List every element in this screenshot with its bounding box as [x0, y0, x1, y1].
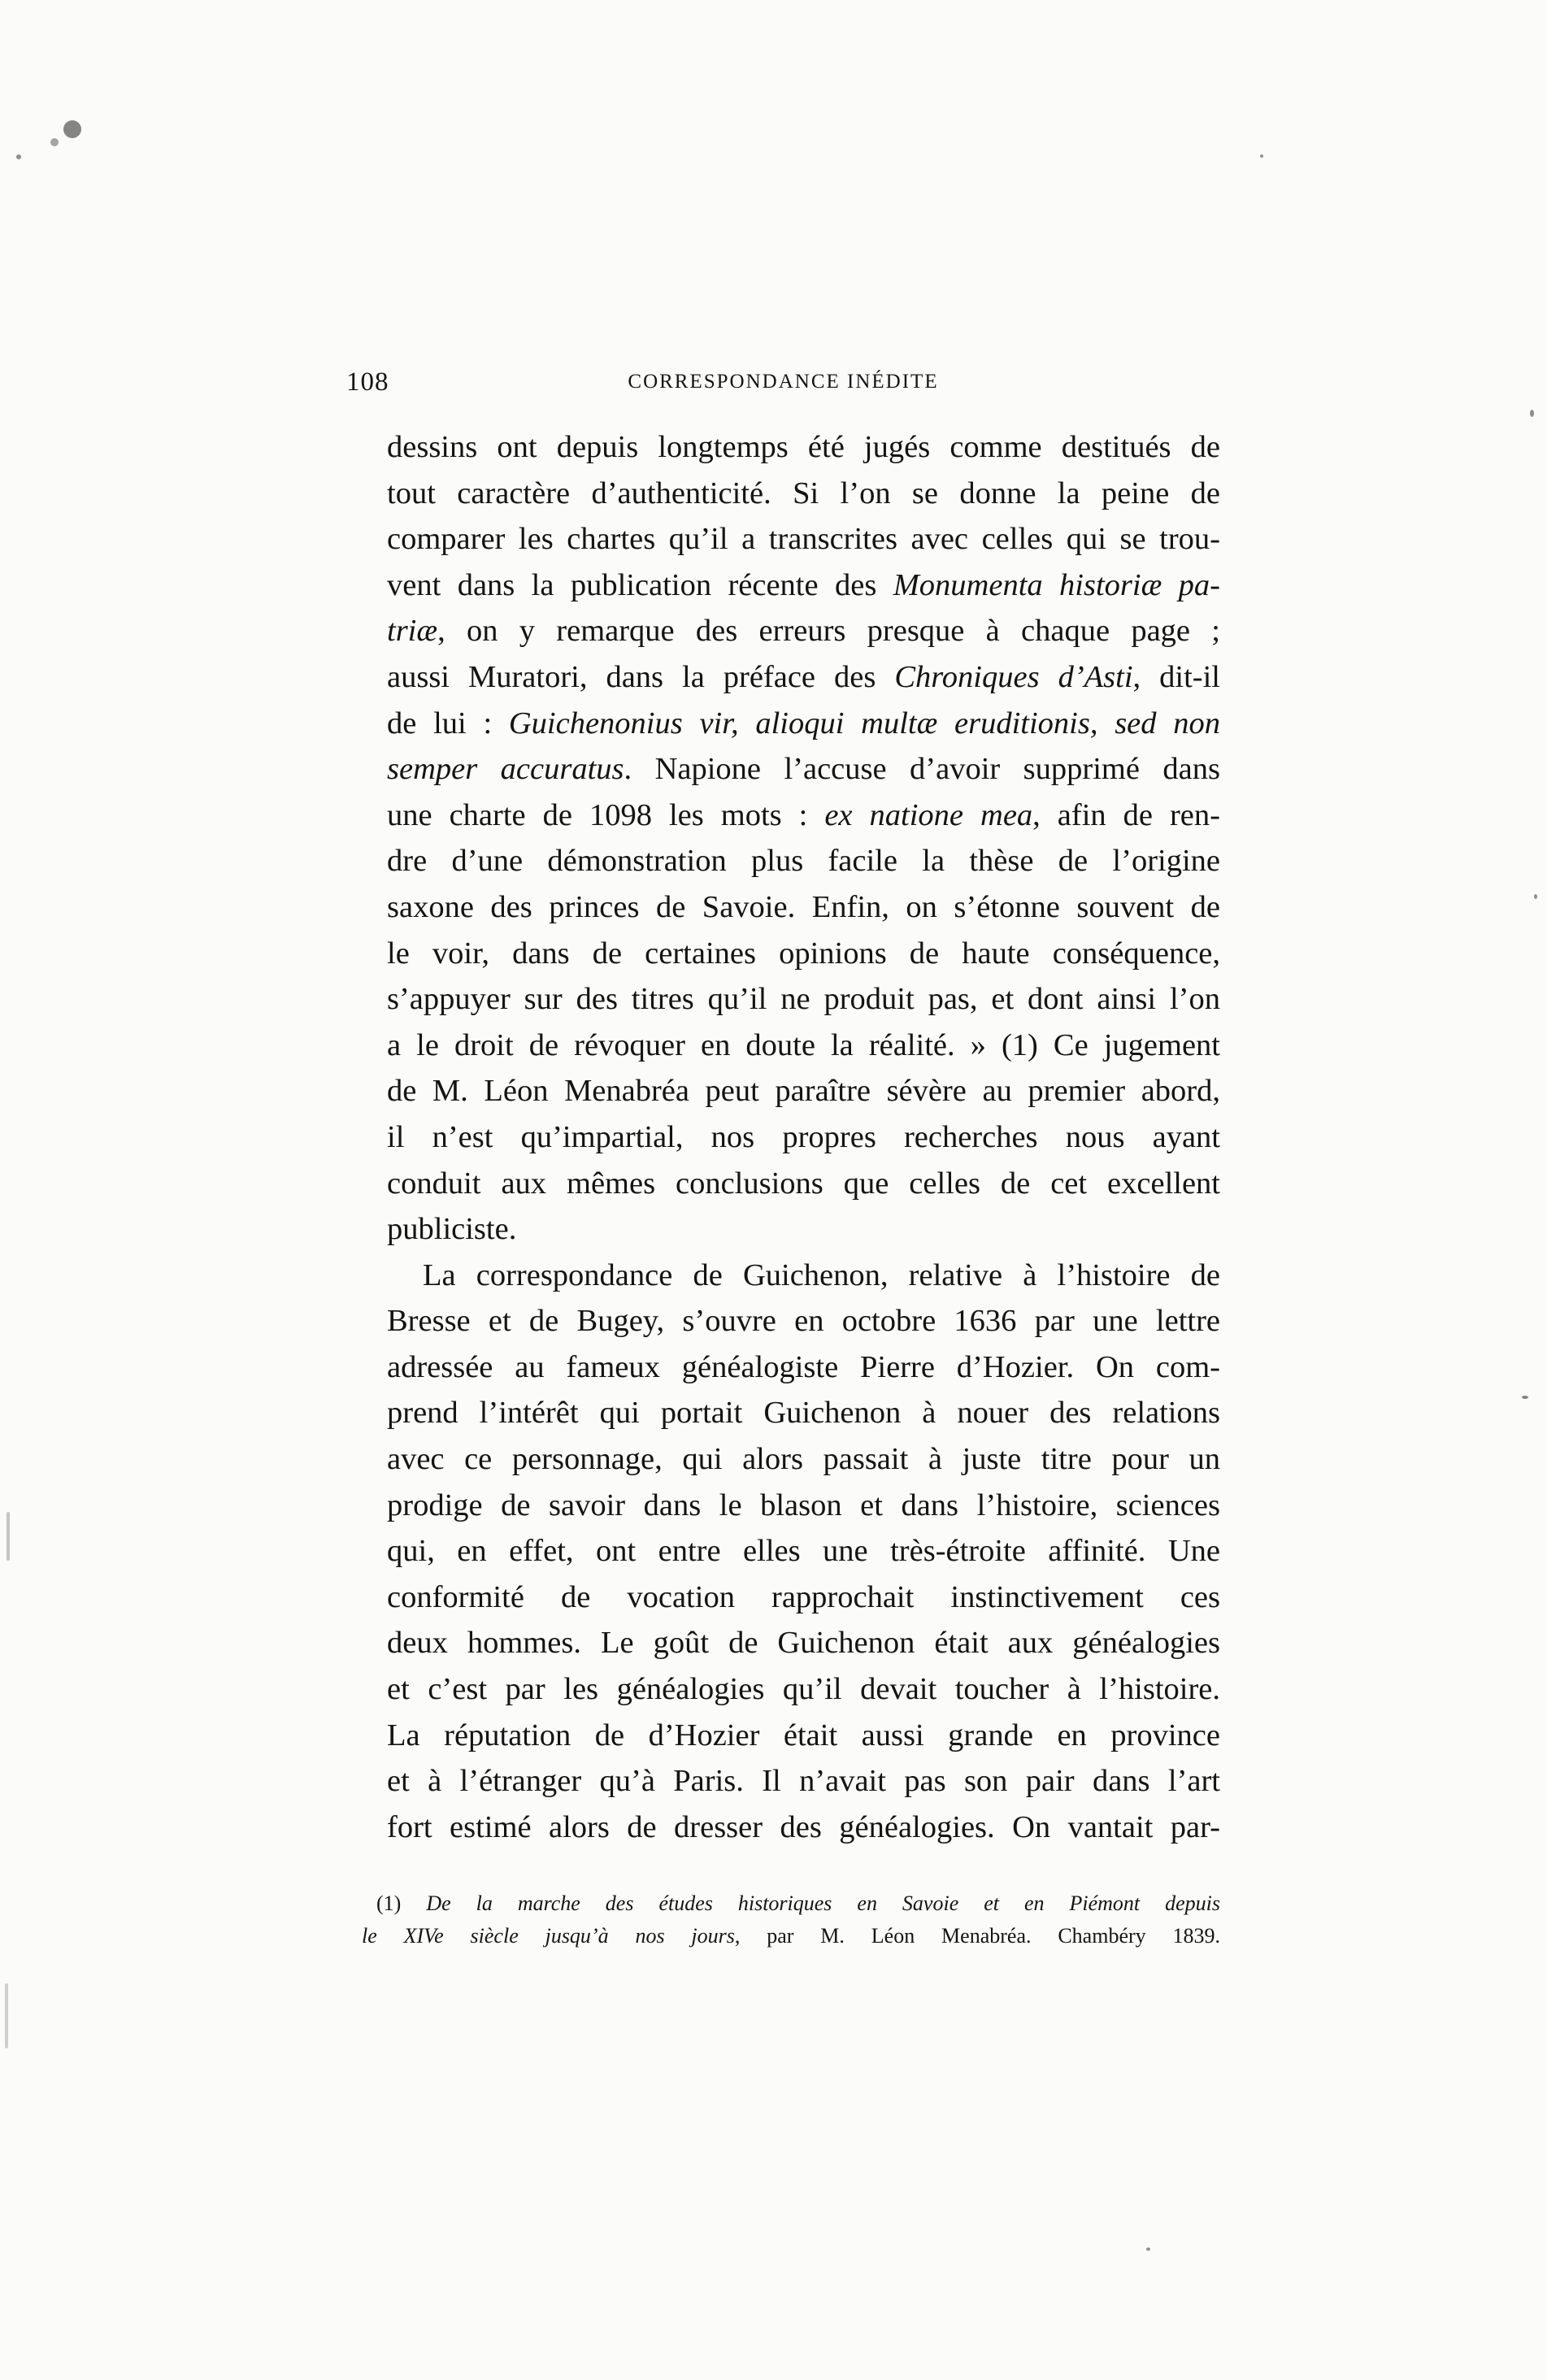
body-text — [387, 424, 1220, 1850]
text-line: a le droit de révoquer en doute la réalité. » (1) Ce jugement — [387, 1027, 1220, 1062]
text-line: il n’est qu’impartial, nos propres recherches nous ayant — [387, 1119, 1220, 1154]
text-line: avec ce personnage, qui alors passait à juste titre pour un — [387, 1442, 1220, 1477]
scan-speck — [16, 154, 21, 159]
scan-speck — [7, 1512, 10, 1561]
text-line: saxone des princes de Savoie. Enfin, on s’étonne souvent de — [387, 889, 1220, 924]
text-line: dre d’une démonstration plus facile la thèse de l’origine — [387, 844, 1220, 879]
footnote-line: le XIVe siècle jusqu’à nos jours, par M. Léon Menabréa. Chambéry 1839. — [362, 1924, 1220, 1948]
text-line: tout caractère d’authenticité. Si l’on se donne la peine de — [387, 476, 1220, 510]
scan-speck — [50, 138, 59, 146]
text-line: dessins ont depuis longtemps été jugés comme destitués de — [387, 430, 1220, 464]
scan-speck — [1260, 154, 1263, 158]
text-line: comparer les chartes qu’il a transcrites avec celles qui se trou- — [387, 522, 1220, 557]
text-line: aussi Muratori, dans la préface des Chroniques d’Asti, dit-il — [387, 659, 1220, 694]
text-line: triæ, on y remarque des erreurs presque à chaque page ; — [387, 614, 1220, 649]
footnote-line: (1) De la marche des études historiques en Savoie et en Piémont depuis — [376, 1891, 1220, 1915]
scan-speck — [1530, 410, 1534, 417]
text-line: La réputation de d’Hozier était aussi grande en province — [387, 1718, 1220, 1752]
text-line: prend l’intérêt qui portait Guichenon à nouer des relations — [387, 1396, 1220, 1431]
text-line: Bresse et de Bugey, s’ouvre en octobre 1636 par une lettre — [387, 1304, 1220, 1339]
scan-speck — [63, 120, 81, 138]
text-line: de M. Léon Menabréa peut paraître sévère au premier abord, — [387, 1074, 1220, 1109]
text-line: vent dans la publication récente des Monumenta historiæ pa- — [387, 567, 1221, 602]
scan-speck — [1522, 1396, 1528, 1399]
text-line: deux hommes. Le goût de Guichenon était aux généalogies — [387, 1626, 1220, 1661]
text-line: prodige de savoir dans le blason et dans l’histoire, sciences — [387, 1488, 1220, 1522]
text-line: semper accuratus. Napione l’accuse d’avoir supprimé dans — [387, 752, 1220, 787]
text-line: s’appuyer sur des titres qu’il ne produit pas, et dont ainsi l’on — [387, 982, 1220, 1017]
text-line: conduit aux mêmes conclusions que celles de cet excellent — [387, 1166, 1220, 1201]
running-title: CORRESPONDANCE INÉDITE — [628, 371, 939, 393]
text-line: publiciste. — [387, 1212, 517, 1247]
scan-speck — [1534, 894, 1537, 899]
scan-speck — [5, 1983, 8, 2048]
text-line: qui, en effet, ont entre elles une très-étroite affinité. Une — [387, 1534, 1220, 1569]
page-number: 108 — [346, 367, 389, 397]
text-line: le voir, dans de certaines opinions de haute conséquence, — [387, 936, 1220, 971]
text-line: conformité de vocation rapprochait instinctivement ces — [387, 1579, 1220, 1614]
text-line: et à l’étranger qu’à Paris. Il n’avait pas son pair dans l’art — [387, 1764, 1220, 1799]
text-line: de lui : Guichenonius vir, alioqui multæ eruditionis, sed non — [387, 706, 1220, 740]
text-line: une charte de 1098 les mots : ex natione mea, afin de ren- — [387, 797, 1220, 832]
text-line: adressée au fameux généalogiste Pierre d’Hozier. On com- — [387, 1349, 1220, 1384]
text-line: fort estimé alors de dresser des généalogies. On vantait par- — [387, 1809, 1220, 1844]
footnote — [362, 1887, 1220, 1952]
text-line: La correspondance de Guichenon, relative à l’histoire de — [423, 1257, 1220, 1292]
running-header — [346, 367, 1220, 408]
text-line: et c’est par les généalogies qu’il devait toucher à l’histoire. — [387, 1672, 1220, 1707]
scan-speck — [1146, 2248, 1150, 2251]
